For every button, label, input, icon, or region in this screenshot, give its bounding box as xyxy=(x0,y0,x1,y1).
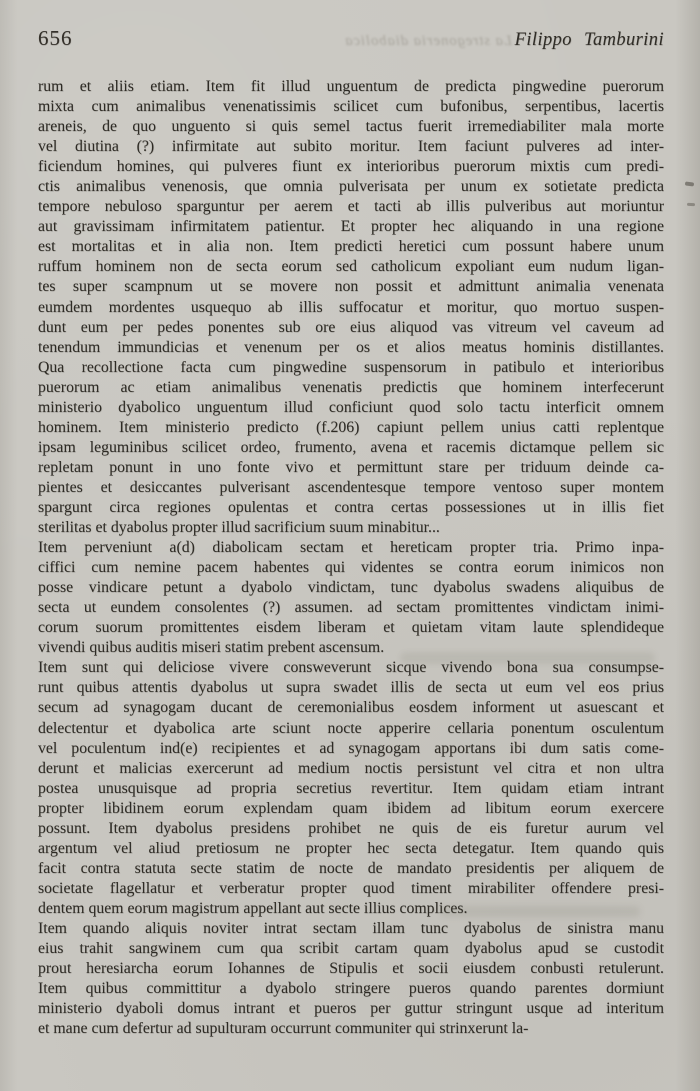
text-line: vel poculentum ind(e) recipientes et ad synagogam apportans ibi dum satis come- xyxy=(38,739,664,757)
scan-speckle xyxy=(685,181,694,186)
paragraph xyxy=(38,77,664,538)
text-line: dunt eum per pedes ponentes sub ore eius aliquod vas vitreum vel caveum ad xyxy=(38,318,664,336)
text-line: tempore nebuloso sparguntur per aerem et tacti ab illis pulveribus aut moriuntur xyxy=(38,198,664,216)
text-line: areneis, de quo unguento si quis semel tactus fuerit irremediabiliter mala morte xyxy=(38,118,664,136)
text-line: ciffici cum nemine pacem habentes qui videntes se contra eorum inimicos non xyxy=(38,559,664,577)
text-line: Item perveniunt a(d) diabolicam sectam et hereticam propter tria. Primo inpa- xyxy=(38,539,664,557)
text-line: eumdem mordentes usquequo ab illis suffocatur et moritur, quo mortuo suspen- xyxy=(38,298,664,316)
text-line: argentum vel aliud pretiosum ne propter hec secta detegatur. Item quando quis xyxy=(38,839,664,857)
text-line: tenendum immundicias et venenum per os et alios meatus hominis distillantes. xyxy=(38,338,664,356)
text-line: ruffum hominem non de secta eorum sed catholicum expoliant eum nudum ligan- xyxy=(38,258,664,276)
text-line: ministerio dyabolico unguentum illud conficiunt quod solo tactu interficit omnem xyxy=(38,398,664,416)
text-line: facit contra statuta secte statim de nocte de mandato presidentis per aliquem de xyxy=(38,859,664,877)
text-line: corum suorum promittentes eisdem liberam et quietam vitam laute splendideque xyxy=(38,619,664,637)
text-line: puerorum ac etiam animalibus venenatis predictis que hominem interfecerunt xyxy=(38,378,664,396)
paragraph xyxy=(38,658,664,919)
text-line: prout heresiarcha eorum Iohannes de Stipulis et socii eiusdem conbusti retulerunt. xyxy=(38,960,664,978)
text-line: derunt et malicias exercerunt ad medium noctis persistunt vel citra et non ultra xyxy=(38,759,664,777)
text-line: hominem. Item ministerio predicto (f.206) capiunt pellem unius catti replentque xyxy=(38,418,664,436)
scan-speckle xyxy=(687,203,695,207)
text-line: runt quibus attentis dyabolus ut supra swadet illis de secta ut eum vel eos prius xyxy=(38,679,664,697)
text-line: secum ad synagogam ducant de ceremonialibus eosdem informent ut asuescant et xyxy=(38,699,664,717)
text-line: vel diutina (?) infirmitate aut subito moritur. Item faciunt pulveres ad inter- xyxy=(38,138,664,156)
text-line: possunt. Item dyabolus presidens prohibet ne quis de eis furetur aurum vel xyxy=(38,819,664,837)
text-line: vivendi quibus auditis miseri statim prebent ascensum. xyxy=(38,639,385,657)
text-line: Item quando aliquis noviter intrat sectam illam tunc dyabolus de sinistra manu xyxy=(38,919,664,937)
text-line: Item sunt qui deliciose vivere consweverunt sicque vivendo bona sua consumpse- xyxy=(38,659,664,677)
page-body xyxy=(38,77,664,1039)
show-through-text: La stregoneria diabolica xyxy=(344,33,512,49)
text-line: est mortalitas et in alia non. Item predicti heretici cum possunt habere unum xyxy=(38,238,664,256)
page-number: 656 xyxy=(38,26,73,50)
running-head-author: Filippo Tamburini xyxy=(514,30,664,50)
text-line: et mane cum defertur ad supulturam occurrunt communiter qui strinxerunt la- xyxy=(38,1020,529,1038)
text-line: secta ut eundem consolentes (?) assumen. ad sectam promittentes vindictam inimi- xyxy=(38,599,664,617)
text-line: sterilitas et dyabolus propter illud sacrificium suum minabitur... xyxy=(38,519,440,537)
text-line: spargunt circa regiones opulentas et contra certas possessiones ut in illis fiet xyxy=(38,498,664,516)
text-line: pientes et desiccantes pulverisant ascendentesque tempore ventoso super montem xyxy=(38,478,664,496)
paragraph xyxy=(38,538,664,658)
text-line: Qua recollectione facta cum pingwedine suspensorum in patibulo et interioribus xyxy=(38,358,664,376)
text-line: societate flagellatur et verberatur propter quod timent mirabiliter offendere presi- xyxy=(38,879,664,897)
text-line: rum et aliis etiam. Item fit illud unguentum de predicta pingwedine puerorum xyxy=(38,78,664,95)
page-header xyxy=(38,26,664,51)
text-line: delectentur et dyabolica arte sciunt nocte apperire cellaria ponentum osculentum xyxy=(38,719,664,737)
text-line: postea unusquisque ad propria secretius revertitur. Item quidam etiam intrant xyxy=(38,779,664,797)
text-line: tes super scampnum ut se movere non possit et admittunt animalia venenata xyxy=(38,278,664,296)
text-line: aut gravissimam infirmitatem patientur. Et propter hec aliquando in una regione xyxy=(38,218,664,236)
text-line: ipsam leguminibus scilicet ordeo, frumento, avena et racemis dictamque pellem sic xyxy=(38,438,664,456)
text-line: dentem quem eorum magistrum appellant aut secte illius complices. xyxy=(38,899,468,917)
text-line: ctis animalibus venenosis, que omnia pulverisata per unum ex sotietate predicta xyxy=(38,178,664,196)
text-line: posse vindicare petunt a dyabolo vindictam, tunc dyabolus swadens aliquibus de xyxy=(38,579,664,597)
text-line: eius trahit sangwinem cum qua scribit cartam quam dyabolus apud se custodit xyxy=(38,940,664,958)
text-line: ficiendum homines, qui pulveres fiunt ex interioribus puerorum mixtis cum predi- xyxy=(38,158,664,176)
paragraph xyxy=(38,919,664,1039)
text-line: repletam ponunt in uno fonte vivo et permittunt stare per triduum deinde ca- xyxy=(38,458,664,476)
text-line: propter libidinem eorum explendam quam ibidem ad libitum eorum exercere xyxy=(38,799,664,817)
text-line: ministerio dyaboli domus intrant et pueros per guttur stringunt usque ad interitum xyxy=(38,1000,664,1018)
text-line: Item quibus committitur a dyabolo stringere pueros quando parentes dormiunt xyxy=(38,980,664,998)
text-line: mixta cum animalibus venenatissimis scilicet cum bufonibus, serpentibus, lacertis xyxy=(38,98,664,116)
